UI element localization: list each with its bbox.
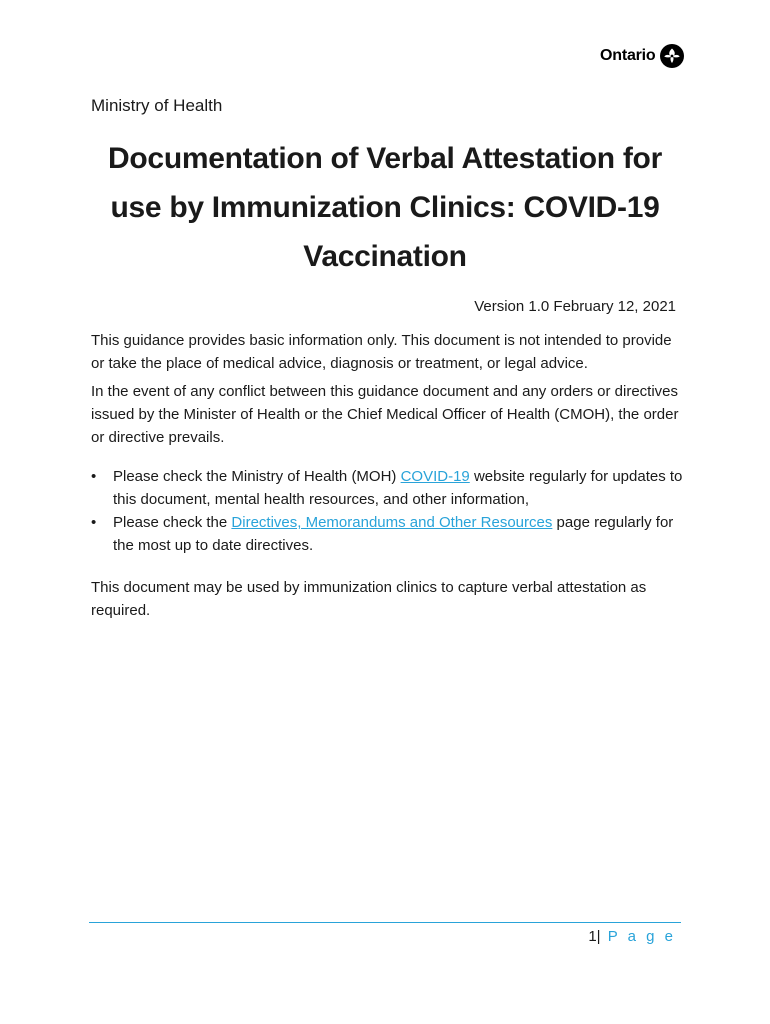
page-separator: | — [596, 928, 601, 945]
bullet-text: Please check the Ministry of Health (MOH) — [113, 468, 401, 485]
bullet-marker: • — [91, 468, 97, 485]
bullet-marker: • — [91, 514, 97, 531]
document-title: Documentation of Verbal Attestation for use by Immunization Clinics: COVID-19 Vaccination — [108, 142, 662, 273]
bullet-text: website regularly for updates to this document, mental health resources, and other information, — [113, 468, 683, 508]
bullet-text: Please check the — [113, 514, 232, 531]
usage-paragraph: This document may be used by immunization clinics to capture verbal attestation as required. — [91, 579, 647, 619]
list-item — [91, 511, 683, 557]
ontario-trillium-icon — [660, 44, 684, 68]
page-footer — [588, 928, 676, 945]
conflict-paragraph: In the event of any conflict between this guidance document and any orders or directives issued by the Minister of Health or the Chief Medical Officer of Health (CMOH), the order or directive prevails. — [91, 383, 679, 446]
page-number: 1 — [588, 928, 597, 945]
version-date: Version 1.0 February 12, 2021 — [474, 298, 676, 315]
ministry-name: Ministry of Health — [91, 96, 223, 115]
footer-divider — [89, 922, 681, 923]
list-item — [91, 465, 683, 511]
disclaimer-paragraph: This guidance provides basic information only. This document is not intended to provide or take the place of medical advice, diagnosis or treatment, or legal advice. — [91, 332, 672, 372]
covid-19-link[interactable]: COVID-19 — [400, 468, 470, 485]
directives-link[interactable]: Directives, Memorandums and Other Resources — [231, 514, 553, 531]
page-label: P a g e — [600, 928, 676, 945]
logo-text: Ontario — [600, 47, 656, 64]
bullet-list — [91, 465, 683, 557]
bullet-text: page regularly for the most up to date directives. — [113, 514, 674, 554]
ontario-logo — [600, 44, 684, 68]
